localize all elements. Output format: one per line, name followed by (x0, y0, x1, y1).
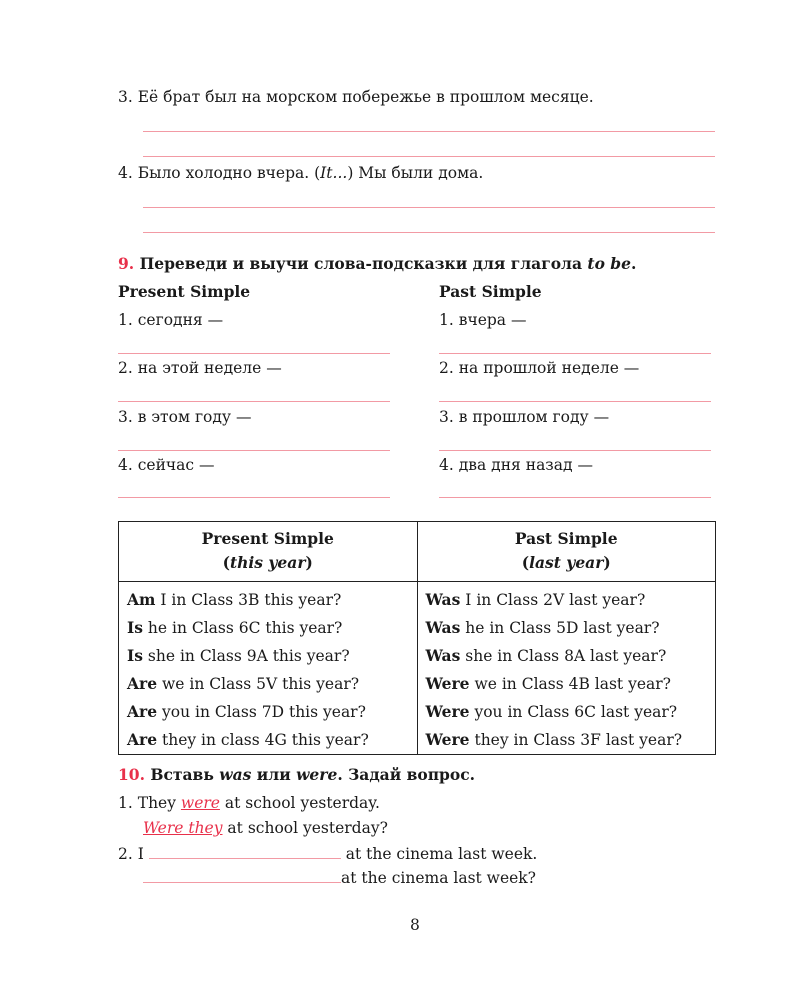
blank-input[interactable] (143, 868, 341, 883)
sentence-rest: I in Class 2V last year? (460, 591, 646, 609)
ex10-item-1-question: Were they at school yesterday? (143, 819, 388, 837)
answer-line[interactable] (439, 401, 711, 402)
present-cell (119, 726, 418, 755)
present-cell (119, 670, 418, 698)
verb: Was (425, 646, 461, 665)
answer-line[interactable] (143, 207, 715, 208)
sentence-rest: you in Class 7D this year? (157, 703, 366, 721)
sentence-rest: they in Class 3F last year? (469, 731, 683, 749)
verb: Is (127, 618, 143, 637)
table-row (119, 670, 716, 698)
sentence-rest: I in Class 3B this year? (155, 591, 342, 609)
verb: Were (425, 702, 470, 721)
answer-line[interactable] (143, 232, 715, 233)
right-column-heading: Past Simple (439, 282, 542, 301)
verb: Was (425, 590, 461, 609)
present-cell (119, 614, 418, 642)
answer-line[interactable] (143, 156, 715, 157)
present-cell (119, 582, 418, 615)
blank-input[interactable] (149, 844, 341, 859)
verb: Am (127, 590, 156, 609)
table-row (119, 614, 716, 642)
ex8-item-3: 3. Её брат был на морском побережье в прошлом месяце. (118, 88, 594, 106)
verb: Were (425, 730, 470, 749)
verb: Are (127, 674, 158, 693)
answer-line[interactable] (118, 450, 390, 451)
table-row (119, 582, 716, 615)
verb: Are (127, 730, 158, 749)
page-number: 8 (410, 916, 420, 934)
answer-line[interactable] (118, 353, 390, 354)
answer-line[interactable] (439, 353, 711, 354)
left-item: 3. в этом году — (118, 408, 252, 426)
left-item: 1. сегодня — (118, 311, 224, 329)
sentence-rest: she in Class 9A this year? (142, 647, 350, 665)
to-be-table (118, 521, 716, 755)
present-cell (119, 698, 418, 726)
table-row (119, 642, 716, 670)
left-column-heading: Present Simple (118, 282, 251, 301)
past-cell (417, 670, 716, 698)
table-row (119, 698, 716, 726)
verb: Were (425, 674, 470, 693)
sentence-rest: they in class 4G this year? (157, 731, 369, 749)
right-item: 4. два дня назад — (439, 456, 593, 474)
sentence-rest: you in Class 6C last year? (469, 703, 678, 721)
sentence-rest: we in Class 5V this year? (157, 675, 360, 693)
left-item: 2. на этой неделе — (118, 359, 282, 377)
sentence-rest: we in Class 4B last year? (469, 675, 671, 693)
right-item: 2. на прошлой неделе — (439, 359, 640, 377)
right-item: 3. в прошлом году — (439, 408, 610, 426)
answer-line[interactable] (118, 401, 390, 402)
ex10-item-2: 2. I at the cinema last week. (118, 845, 538, 863)
past-cell (417, 614, 716, 642)
ex10-item-1: 1. They were at school yesterday. (118, 794, 380, 812)
ex9-heading: 9. Переведи и выучи слова-подсказки для глагола to be. (118, 254, 637, 273)
answer-line[interactable] (439, 497, 711, 498)
ex10-item-2-question: at the cinema last week? (143, 868, 536, 887)
past-cell (417, 698, 716, 726)
answer-line[interactable] (118, 497, 390, 498)
answer-line[interactable] (439, 450, 711, 451)
right-item: 1. вчера — (439, 311, 527, 329)
left-item: 4. сейчас — (118, 456, 215, 474)
ex10-heading: 10. Вставь was или were. Задай вопрос. (118, 765, 476, 784)
sentence-rest: he in Class 6C this year? (142, 619, 343, 637)
verb: Is (127, 646, 143, 665)
table-row (119, 726, 716, 755)
answer-line[interactable] (143, 131, 715, 132)
ex8-item-4: 4. Было холодно вчера. (It...) Мы были дома. (118, 164, 484, 182)
past-cell (417, 582, 716, 615)
header-present: Present Simple (this year) (119, 522, 418, 582)
sentence-rest: he in Class 5D last year? (460, 619, 660, 637)
verb: Was (425, 618, 461, 637)
sentence-rest: she in Class 8A last year? (460, 647, 667, 665)
past-cell (417, 642, 716, 670)
verb: Are (127, 702, 158, 721)
present-cell (119, 642, 418, 670)
header-past: Past Simple (last year) (417, 522, 716, 582)
past-cell (417, 726, 716, 755)
